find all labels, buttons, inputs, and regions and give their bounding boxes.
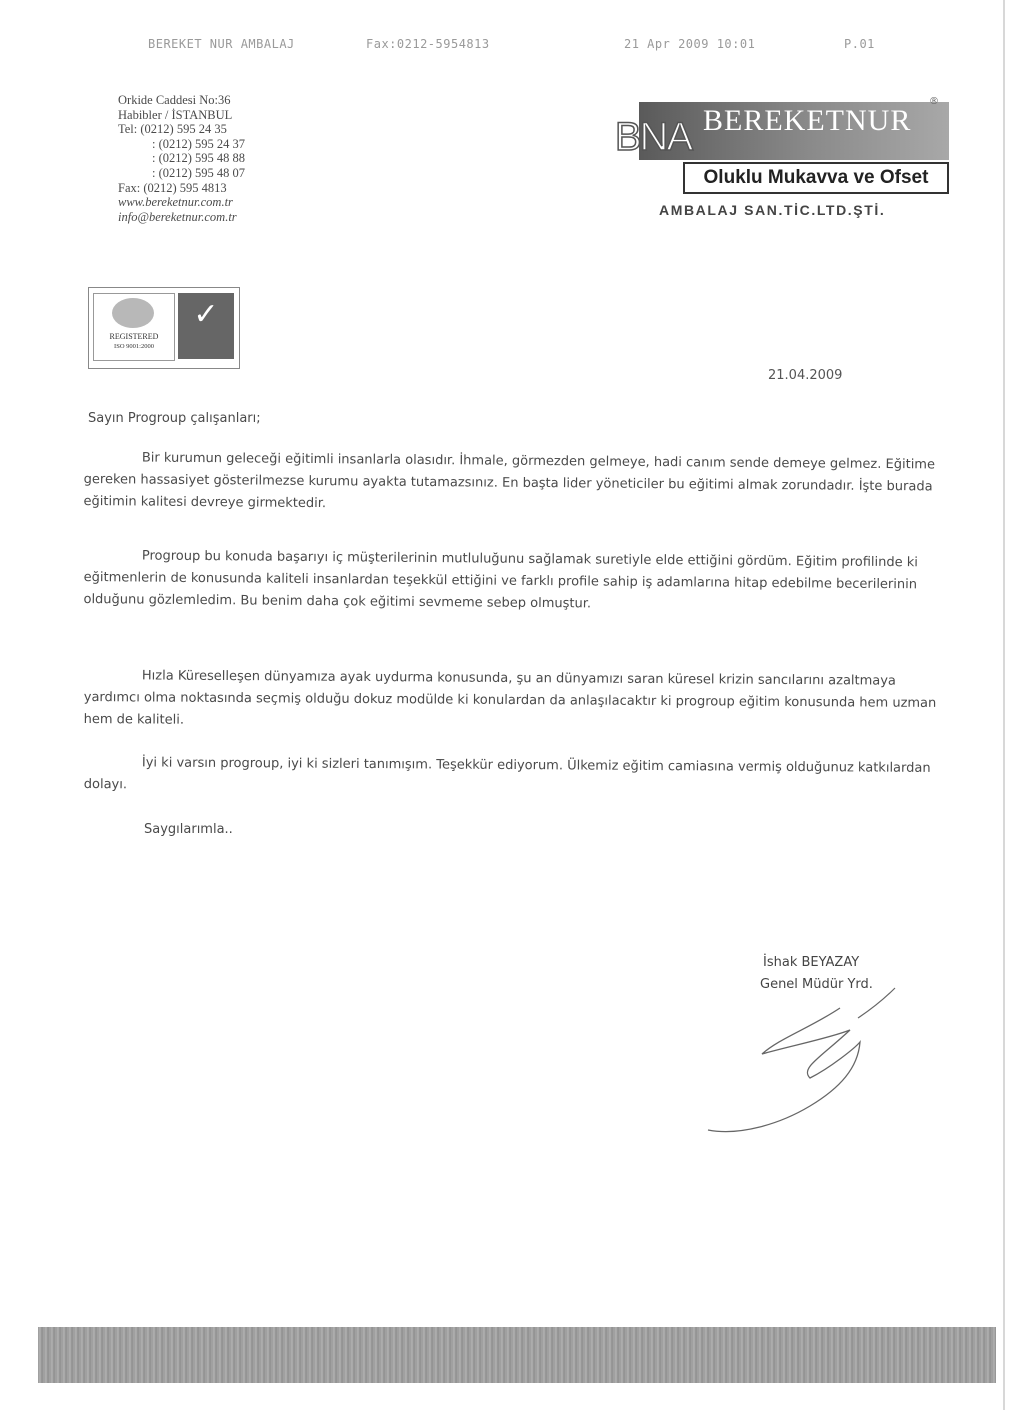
checkmark-icon: ✓ — [193, 297, 219, 332]
letter-paragraph — [84, 752, 954, 802]
letter-paragraph — [83, 447, 954, 521]
address-email: info@bereketnur.com.tr — [118, 209, 237, 224]
signer-title: Genel Müdür Yrd. — [760, 977, 873, 992]
address-street: Orkide Caddesi No:36 — [118, 93, 231, 107]
address-district: Habibler / İSTANBUL — [118, 107, 233, 122]
address-website: www.bereketnur.com.tr — [118, 195, 233, 210]
logo-company-name: BEREKETNUR — [703, 104, 912, 137]
iso-certification-badge — [88, 287, 240, 371]
logo-monogram: BNA — [614, 115, 692, 159]
letter-salutation: Sayın Progroup çalışanları; — [88, 411, 261, 426]
cert-label: REGISTERED — [109, 332, 159, 341]
registered-mark-icon: ® — [929, 96, 939, 107]
cert-checkmark-panel — [178, 293, 234, 359]
fax-transmission-header — [148, 37, 888, 57]
logo-company-type: AMBALAJ SAN.TİC.LTD.ŞTİ. — [659, 202, 886, 218]
crest-icon — [112, 298, 154, 328]
fax-sender: BEREKET NUR AMBALAJ — [148, 37, 295, 51]
logo-tagline: Oluklu Mukavva ve Ofset — [683, 162, 949, 194]
letter-paragraph — [83, 545, 954, 619]
company-logo — [607, 94, 952, 226]
paragraph-text: İyi ki varsın progroup, iyi ki sizleri tanımışım. Teşekkür ediyorum. Ülkemiz eğitim camiasına vermiş olduğunuz katkılardan dolayı. — [83, 755, 931, 793]
handwritten-signature — [690, 968, 930, 1143]
paragraph-text: Bir kurumun geleceği eğitimli insanlarla olasıdır. İhmale, görmezden gelmeye, hadi canım sende demeye gelmez. Eğitime gereken hassasiyet gösterilmezse kurumu ayakta tutamazsınız. En başta lider yöneticiler bu eğitimi almak zorundadır. İşte burada eğitimin kalitesi devreye girmektedir. — [83, 450, 936, 512]
fax-number: Fax:0212-5954813 — [366, 37, 490, 51]
sender-address — [118, 93, 338, 224]
address-fax: Fax: (0212) 595 4813 — [118, 180, 227, 195]
cert-seal — [93, 293, 175, 361]
letter-closing: Saygılarımla.. — [144, 822, 233, 837]
cert-standard: ISO 9001:2000 — [114, 343, 154, 350]
paragraph-text: Progroup bu konuda başarıyı iç müşterilerinin mutluluğunu sağlamak suretiyle elde ettiğini gördüm. Eğitim profilinde ki eğitmenlerin de konusunda kaliteli insanlardan teşekkül ettiğini ve farklı profile sahip iş adamlarına hitap edebilme becerilerinin olduğunu gözlemledim. Bu benim daha çok eğitimi sevmeme sebep olmuştur. — [83, 548, 918, 612]
paragraph-text: Hızla Küreselleşen dünyamıza ayak uydurma konusunda, şu an dünyamızı saran küresel krizin sancılarını azaltmaya yardımcı olma noktasında seçmiş olduğu dokuz modülde ki konulardan da anlaşılacaktır ki progroup eğitim konusunda hem uzman hem de kaliteli. — [83, 668, 937, 728]
address-phone-2: : (0212) 595 24 37 — [152, 136, 246, 151]
letter-paragraph — [84, 665, 954, 737]
address-phone-1: Tel: (0212) 595 24 35 — [118, 122, 227, 137]
signer-name: İshak BEYAZAY — [763, 955, 860, 970]
letter-date: 21.04.2009 — [768, 368, 843, 383]
address-phone-3: : (0212) 595 48 88 — [152, 151, 246, 166]
footer-band — [38, 1327, 996, 1383]
fax-page: P.01 — [844, 37, 875, 51]
address-phone-4: : (0212) 595 48 07 — [152, 165, 246, 180]
fax-datetime: 21 Apr 2009 10:01 — [624, 37, 756, 51]
page-edge — [1003, 0, 1005, 1410]
